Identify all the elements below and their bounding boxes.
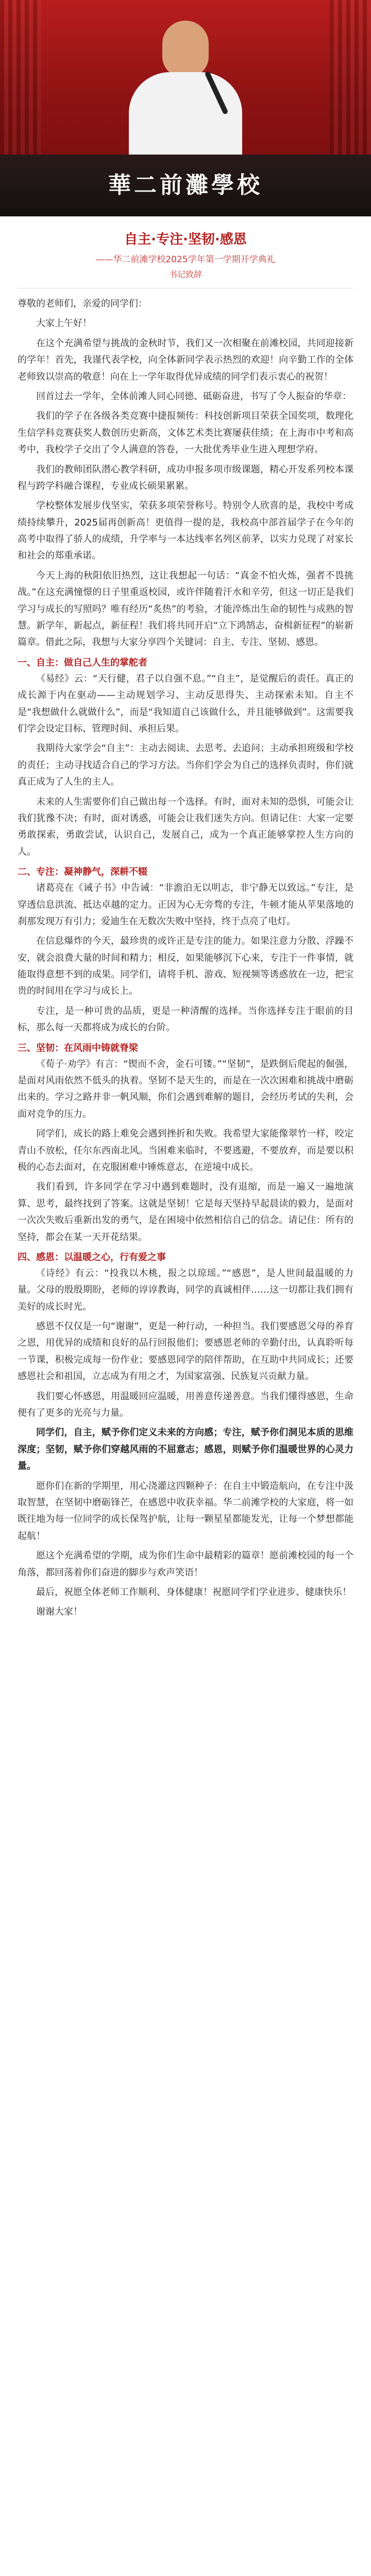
paragraph: 诸葛亮在《诫子书》中告诫：“非澹泊无以明志，非宁静无以致远。”专注，是穿透信息洪流、抵达卓越的定力。正因为心无旁骛的专注，牛顿才能从苹果落地的刹那发现万有引力；爱迪生在无数次失败中坚持，终于点亮了电灯。: [18, 883, 353, 927]
paragraph: 同学们，成长的路上难免会遇到挫折和失败。我希望大家能像翠竹一样，咬定青山不放松，任尔东西南北风。当困难来临时，不要逃避，不要放弃，而是要以积极的心态去面对，在克服困难中锤炼意志，在逆境中成长。: [18, 1128, 353, 1173]
paragraph: 我期待大家学会“自主”：主动去阅读、去思考、去追问；主动承担班级和学校的责任；主动寻找适合自己的学习方法。当你们学会为自己的选择负责时，你们就真正成为了人生的主人。: [18, 743, 353, 788]
paragraph: 我们的学子在各级各类竞赛中捷报频传：科技创新项目荣获全国奖项，数理化生信学科竞赛获奖人数创历史新高，文体艺术类比赛屡获佳绩；在上海市中考和高考中，我校学子交出了令人满意的答卷，一大批优秀毕业生进入理想学府。: [18, 411, 353, 455]
paragraph: 今天上海的秋阳依旧热烈，这让我想起一句话：“真金不怕火炼，强者不畏挑战。”在这充满憧憬的日子里重返校园，或许伴随着汗水和辛劳，但这一切正是我们学习与成长的写照吗？唯有经历“炙热”的考验，才能淬炼出生命的韧性与成熟的智慧。新学年，新起点，新征程！我们将共同开启“立下鸿鹄志，奋楫新征程”的崭新篇章。借此之际，我想与大家分享四个关键词：自主、专注、坚韧、感恩。: [18, 570, 353, 648]
section-heading: 三、坚韧：在风雨中铸就脊梁: [18, 1042, 138, 1054]
school-name-banner: 華二前灘學校: [108, 172, 263, 198]
paragraph: 《易经》云：“天行健，君子以自强不息。”“自主”，是觉醒后的责任。真正的成长源于内在驱动——主动规划学习、主动反思得失、主动探索未知。自主不是“我想做什么就做什么”，而是“我知道自己该做什么，并且能够做到”。这需要我们学会设定目标、管理时间、承担后果。: [18, 673, 353, 734]
paragraph: 在这个充满希望与挑战的金秋时节，我们又一次相聚在前滩校园，共同迎接新的学年！首先，我谨代表学校，向全体新同学表示热烈的欢迎！向辛勤工作的全体老师致以崇高的敬意！向在上一学年取得优异成绩的同学们表示衷心的祝贺！: [18, 337, 353, 382]
paragraph-list: [18, 296, 353, 1621]
paragraph: 最后，祝愿全体老师工作顺利、身体健康！祝愿同学们学业进步、健康快乐！: [36, 1586, 351, 1598]
speaker-head: [162, 21, 209, 77]
paragraph: 学校整体发展步伐坚实，荣获多项荣誉称号。特别令人欣喜的是，我校中考成绩持续攀升，2025届再创新高！更值得一提的是，我校高中部首届学子在今年的高考中取得了骄人的成绩，升学率与一本达线率名列区前茅，以实力兑现了对家长和社会的郑重承诺。: [18, 500, 353, 562]
paragraph: 回首过去一学年，全体前滩人同心同德、砥砺奋进，书写了令人振奋的华章：: [36, 391, 351, 402]
section-heading: 四、感恩：以温暖之心，行有爱之事: [18, 1251, 166, 1263]
paragraph: 我们的教师团队潜心教学科研，成功申报多项市级课题，精心开发系列校本课程与跨学科融合课程，专业成长硕果累累。: [18, 464, 353, 492]
paragraph: 愿这个充满希望的学期，成为你们生命中最精彩的篇章！愿前滩校园的每一个角落，都回荡着你们奋进的脚步与欢声笑语！: [18, 1550, 353, 1578]
speaker-figure: [129, 21, 242, 155]
article-title: 自主·专注·坚韧·感恩: [124, 232, 247, 247]
paragraph: 《诗经》有云：“投我以木桃，报之以琼瑶。”“感恩”，是人世间最温暖的力量。父母的殷殷期盼，老师的谆谆教诲，同学的真诚相伴……这一切都让我们拥有美好的成长时光。: [18, 1267, 353, 1312]
paragraph: 在信息爆炸的今天，最珍贵的或许正是专注的能力。如果注意力分散、浮躁不安，就会浪费大量的时间和精力；相反，如果能够沉下心来，专注于一件事情，就能取得意想不到的成果。同学们，请将手机、游戏、短视频等诱惑放在一边，把宝贵的时间用在学习与成长上。: [18, 936, 353, 997]
article-body: [0, 229, 371, 1639]
paragraph: 《荀子·劝学》有言：“锲而不舍，金石可镂。”“坚韧”，是跌倒后爬起的倔强，是面对风雨依然不低头的执着。坚韧不是天生的，而是在一次次困难和挑战中磨砺出来的。学习之路并非一帆风顺，你们会遇到难解的题目，会经历考试的失利，会面对竞争的压力。: [18, 1058, 353, 1120]
paragraph: 未来的人生需要你们自己做出每一个选择。有时，面对未知的恐惧，可能会让我们犹豫不决；有时，面对诱惑，可能会让我们迷失方向。但请记住：大家一定要勇敢探索，勇敢尝试，认识自己，发展自己，成为一个真正能够掌控人生方向的人。: [18, 796, 353, 857]
paragraph: 谢谢大家！: [36, 1606, 82, 1618]
divider: [18, 288, 353, 289]
paragraph: 我们要心怀感恩，用温暖回应温暖，用善意传递善意。当我们懂得感恩，生命便有了更多的光亮与力量。: [18, 1391, 353, 1419]
paragraph: 大家上午好！: [36, 318, 92, 329]
paragraph: 我们看到，许多同学在学习中遇到难题时，没有退缩，而是一遍又一遍地演算、思考，最终找到了答案。这就是坚韧！它是每天坚持早起晨读的毅力，是面对一次次失败后重新出发的勇气，是在困境中依然相信自己的信念。请记住：所有的坚持，都会在某一天开花结果。: [18, 1181, 353, 1243]
paragraph: 专注，是一种可贵的品质，更是一种清醒的选择。当你选择专注于眼前的目标，那么每一天都将成为成长的台阶。: [18, 1005, 353, 1033]
section-heading: 二、专注：凝神静气，深耕不辍: [18, 867, 147, 878]
section-heading: 一、自主：做自己人生的掌舵者: [18, 657, 147, 668]
paragraph: 尊敬的老师们，亲爱的同学们：: [18, 298, 147, 309]
hero-photo: [0, 0, 371, 216]
paragraph: 愿你们在新的学期里，用心浇灌这四颗种子：在自主中锻造航向，在专注中汲取智慧，在坚韧中磨砺锋芒，在感恩中收获幸福。华二前滩学校的大家庭，将一如既往地为每一位同学的成长保驾护航，让每一颗星星都能发光，让每一个梦想都能起航！: [18, 1480, 353, 1541]
article-subtitle: ——华二前滩学校2025学年第一学期开学典礼: [95, 255, 276, 265]
paragraph: 同学们，自主，赋予你们定义未来的方向感；专注，赋予你们洞见本质的思维深度；坚韧，赋予你们穿越风雨的不屈意志；感恩，则赋予你们温暖世界的心灵力量。: [18, 1427, 353, 1472]
article-author: 书记致辞: [168, 269, 202, 279]
paragraph: 感恩不仅仅是一句“谢谢”，更是一种行动，一种担当。我们要感恩父母的养育之恩，用优异的成绩和良好的品行回报他们；要感恩老师的辛勤付出，认真聆听每一节课，积极完成每一份作业；要感恩同学的陪伴帮助，在互助中共同成长；还要感恩社会和祖国，立志成为有用之才，为国家富强、民族复兴贡献力量。: [18, 1321, 353, 1382]
